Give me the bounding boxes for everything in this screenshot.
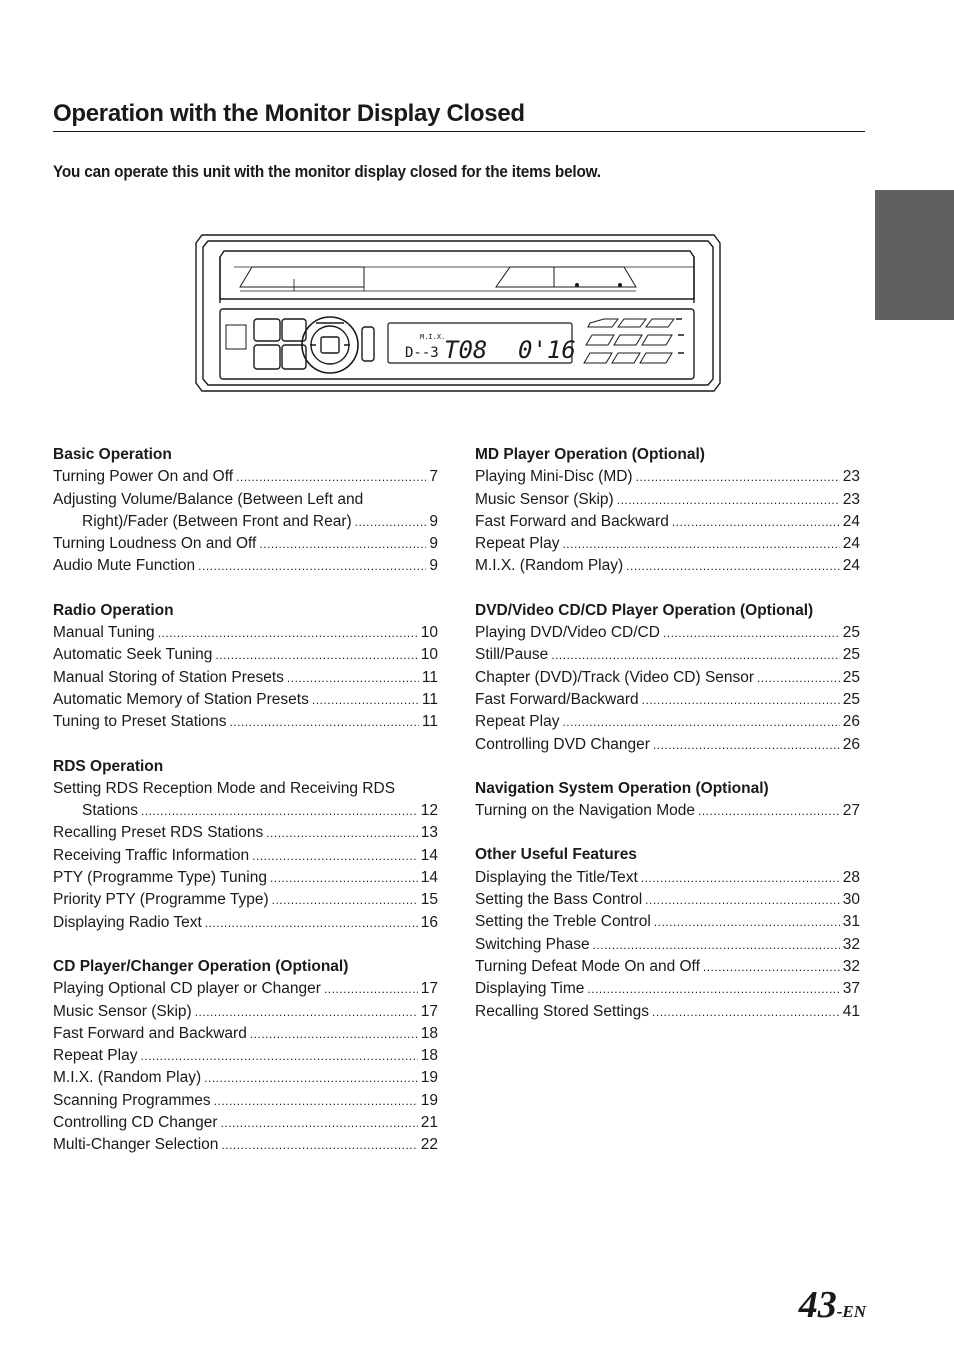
- toc-entry: [475, 555, 860, 577]
- toc-entry: [53, 1045, 438, 1067]
- dot-leader: [252, 845, 418, 867]
- toc-entry-title: Playing DVD/Video CD/CD: [475, 624, 660, 642]
- toc-entry-title: Fast Forward and Backward: [53, 1024, 247, 1042]
- toc-entry-page: 27: [842, 802, 860, 820]
- toc-entry: [475, 533, 860, 555]
- toc-entry-title: Recalling Stored Settings: [475, 1002, 650, 1020]
- toc-entry-title: Music Sensor (Skip): [475, 490, 614, 508]
- toc-entry-page: 25: [842, 668, 860, 686]
- dot-leader: [324, 978, 418, 1000]
- toc-entry: [475, 689, 860, 711]
- toc-entry-page: 10: [420, 624, 438, 642]
- toc-entry-title: Turning Defeat Mode On and Off: [475, 957, 700, 975]
- toc-entry-title: Setting the Treble Control: [475, 913, 651, 931]
- toc-entry: [475, 800, 860, 822]
- toc-entry: [53, 889, 438, 911]
- toc-entry-page: 25: [842, 646, 860, 664]
- dot-leader: [757, 667, 840, 689]
- toc-entry: [475, 1001, 860, 1023]
- toc-entry-page: 25: [842, 624, 860, 642]
- dot-leader: [204, 1067, 418, 1089]
- toc-entry-page: 10: [420, 646, 438, 664]
- toc-entry-title: Repeat Play: [475, 535, 560, 553]
- dot-leader: [636, 466, 840, 488]
- toc-entry-title: Repeat Play: [475, 713, 560, 731]
- dot-leader: [355, 511, 427, 533]
- dot-leader: [195, 1001, 418, 1023]
- toc-entry: [475, 734, 860, 756]
- dot-leader: [259, 533, 426, 555]
- toc-entry-title: Playing Mini-Disc (MD): [475, 468, 633, 486]
- toc-entry-title: M.I.X. (Random Play): [475, 557, 624, 575]
- toc-entry-title: Receiving Traffic Information: [53, 846, 250, 864]
- dot-leader: [641, 867, 840, 889]
- dot-leader: [229, 711, 418, 733]
- toc-section: [53, 956, 438, 1157]
- toc-entry-first-line: Adjusting Volume/Balance (Between Left and: [53, 490, 364, 508]
- dot-leader: [215, 644, 417, 666]
- toc-entry-title: Scanning Programmes: [53, 1091, 211, 1109]
- dot-leader: [654, 911, 840, 933]
- toc-entry: [475, 711, 860, 733]
- toc-section: [53, 444, 438, 578]
- dot-leader: [221, 1134, 417, 1156]
- toc-entry-title: Priority PTY (Programme Type): [53, 891, 269, 909]
- toc-entry: [53, 1112, 438, 1134]
- toc-entry: [53, 622, 438, 644]
- toc-entry-title: Repeat Play: [53, 1047, 138, 1065]
- toc-entry-title: Fast Forward and Backward: [475, 512, 669, 530]
- toc-entry-title: Displaying Time: [475, 980, 585, 998]
- dot-leader: [141, 800, 418, 822]
- toc-entry-title: Controlling DVD Changer: [475, 735, 650, 753]
- toc-entry-title: Stations: [82, 802, 139, 820]
- toc-entry-page: 11: [421, 668, 438, 686]
- dot-leader: [562, 533, 839, 555]
- toc-entry-title: Controlling CD Changer: [53, 1114, 218, 1132]
- toc-section: [475, 600, 860, 756]
- dot-leader: [205, 912, 418, 934]
- toc-entry: [53, 555, 438, 577]
- toc-entry: [53, 912, 438, 934]
- dot-leader: [312, 689, 419, 711]
- head-unit-illustration: [194, 233, 722, 393]
- toc-entry: [53, 644, 438, 666]
- toc-entry-page: 30: [842, 891, 860, 909]
- dot-leader: [652, 1001, 840, 1023]
- dot-leader: [140, 1045, 417, 1067]
- toc-entry-page: 21: [420, 1114, 438, 1132]
- toc-entry: [475, 511, 860, 533]
- toc-entry-title: Fast Forward/Backward: [475, 690, 639, 708]
- toc-entry: [53, 466, 438, 488]
- lcd-mix-indicator: M.I.X.: [420, 333, 446, 341]
- toc-entry-page: 9: [429, 557, 438, 575]
- toc-entry-page: 26: [842, 713, 860, 731]
- dot-leader: [587, 978, 839, 1000]
- toc-entry: [475, 489, 860, 511]
- toc-entry: [475, 644, 860, 666]
- toc-entry-page: 19: [420, 1069, 438, 1087]
- toc-entry-title: Playing Optional CD player or Changer: [53, 980, 321, 998]
- toc-entry-page: 41: [842, 1002, 860, 1020]
- toc-entry: [475, 622, 860, 644]
- toc-entry-page: 32: [842, 935, 860, 953]
- toc-left-column: [53, 444, 438, 1179]
- toc-entry-title: Recalling Preset RDS Stations: [53, 824, 264, 842]
- toc-entry-page: 19: [420, 1091, 438, 1109]
- toc-entry-page: 32: [842, 957, 860, 975]
- page-subtitle: You can operate this unit with the monitor display closed for the items below.: [53, 162, 601, 181]
- toc-entry: [53, 689, 438, 711]
- toc-entry: [53, 978, 438, 1000]
- dot-leader: [221, 1112, 418, 1134]
- toc-entry-page: 24: [842, 535, 860, 553]
- toc-entry-title: Multi-Changer Selection: [53, 1136, 219, 1154]
- toc-section: [475, 444, 860, 578]
- page-title: Operation with the Monitor Display Closed: [53, 100, 865, 132]
- toc-entry-page: 26: [842, 735, 860, 753]
- toc-entry-title: Audio Mute Function: [53, 557, 196, 575]
- dot-leader: [562, 711, 839, 733]
- toc-entry-title: Chapter (DVD)/Track (Video CD) Sensor: [475, 668, 755, 686]
- toc-entry: [53, 845, 438, 867]
- toc-entry: [475, 911, 860, 933]
- toc-entry-title: Automatic Seek Tuning: [53, 646, 213, 664]
- toc-entry-page: 37: [842, 980, 860, 998]
- toc-entry: [475, 934, 860, 956]
- toc-entry-page: 23: [842, 490, 860, 508]
- toc-entry-page: 23: [842, 468, 860, 486]
- dot-leader: [663, 622, 840, 644]
- toc-section: [53, 756, 438, 934]
- toc-entry-page: 11: [421, 690, 438, 708]
- toc-right-column: [475, 444, 860, 1045]
- toc-entry-page: 14: [420, 869, 438, 887]
- toc-section-heading: MD Player Operation (Optional): [475, 446, 705, 463]
- toc-entry-title: M.I.X. (Random Play): [53, 1069, 202, 1087]
- toc-entry-title: Manual Storing of Station Presets: [53, 668, 284, 686]
- toc-entry-title: Turning Loudness On and Off: [53, 535, 257, 553]
- toc-entry-page: 17: [420, 1002, 438, 1020]
- toc-entry-title: Switching Phase: [475, 935, 590, 953]
- dot-leader: [198, 555, 426, 577]
- toc-entry: [53, 867, 438, 889]
- dot-leader: [672, 511, 840, 533]
- toc-entry-page: 28: [842, 868, 860, 886]
- toc-entry-page: 31: [842, 913, 860, 931]
- toc-entry-page: 24: [842, 512, 860, 530]
- toc-entry-page: 15: [420, 891, 438, 909]
- toc-entry: [475, 867, 860, 889]
- toc-entry: [53, 1001, 438, 1023]
- lcd-track-number: T08: [444, 336, 488, 364]
- toc-entry: [475, 466, 860, 488]
- toc-entry: [53, 1067, 438, 1089]
- toc-entry-title: Turning on the Navigation Mode: [475, 802, 696, 820]
- toc-entry: [53, 1134, 438, 1156]
- dot-leader: [593, 934, 840, 956]
- dot-leader: [617, 489, 840, 511]
- toc-entry-page: 9: [429, 512, 438, 530]
- toc-entry-title: Tuning to Preset Stations: [53, 713, 227, 731]
- toc-entry-title: Music Sensor (Skip): [53, 1002, 192, 1020]
- toc-entry: [53, 711, 438, 733]
- toc-entry: [53, 1023, 438, 1045]
- toc-entry: [53, 511, 438, 533]
- toc-entry-title: Right)/Fader (Between Front and Rear): [82, 512, 352, 530]
- toc-entry-title: Still/Pause: [475, 646, 549, 664]
- toc-entry-page: 17: [420, 980, 438, 998]
- dot-leader: [703, 956, 840, 978]
- dot-leader: [287, 667, 419, 689]
- toc-entry-page: 9: [429, 535, 438, 553]
- toc-entry: [53, 533, 438, 555]
- toc-entry-page: 7: [429, 468, 438, 486]
- toc-section-heading: RDS Operation: [53, 757, 164, 775]
- dot-leader: [698, 800, 840, 822]
- toc-section-heading: DVD/Video CD/CD Player Operation (Optional): [475, 601, 814, 619]
- toc-entry-page: 13: [420, 824, 438, 842]
- toc-entry-page: 16: [420, 913, 438, 931]
- toc-section-heading: Other Useful Features: [475, 846, 637, 864]
- toc-entry: [475, 956, 860, 978]
- dot-leader: [270, 867, 418, 889]
- dot-leader: [214, 1090, 418, 1112]
- toc-entry: [53, 822, 438, 844]
- toc-entry-page: 24: [842, 557, 860, 575]
- toc-entry-page: 12: [420, 802, 438, 820]
- toc-entry-page: 18: [420, 1024, 438, 1042]
- dot-leader: [236, 466, 426, 488]
- page-number: 43-EN: [798, 1284, 866, 1326]
- toc-section: [53, 600, 438, 734]
- toc-entry-page: 14: [420, 846, 438, 864]
- toc-entry-title: Displaying the Title/Text: [475, 868, 638, 886]
- toc-section: [475, 778, 860, 823]
- toc-entry-title: Turning Power On and Off: [53, 468, 234, 486]
- dot-leader: [642, 689, 840, 711]
- toc-entry: [475, 667, 860, 689]
- toc-entry-title: Automatic Memory of Station Presets: [53, 690, 309, 708]
- toc-entry: [475, 889, 860, 911]
- dot-leader: [645, 889, 840, 911]
- toc-entry: [53, 800, 438, 822]
- toc-section-heading: Basic Operation: [53, 446, 172, 463]
- toc-section: [475, 844, 860, 1022]
- toc-entry-page: 22: [420, 1136, 438, 1154]
- toc-entry-page: 18: [420, 1047, 438, 1065]
- toc-section-heading: Navigation System Operation (Optional): [475, 779, 769, 797]
- toc-entry-title: Manual Tuning: [53, 624, 155, 642]
- toc-section-heading: CD Player/Changer Operation (Optional): [53, 957, 349, 975]
- dot-leader: [626, 555, 840, 577]
- toc-entry-page: 25: [842, 690, 860, 708]
- dot-leader: [551, 644, 840, 666]
- toc-entry-page: 11: [421, 713, 438, 731]
- dot-leader: [158, 622, 418, 644]
- section-tab: [875, 190, 954, 320]
- dot-leader: [250, 1023, 418, 1045]
- lcd-disc-number: D--3: [405, 345, 439, 361]
- toc-entry: [475, 978, 860, 1000]
- toc-entry: [53, 1090, 438, 1112]
- toc-entry: [53, 667, 438, 689]
- dot-leader: [653, 734, 840, 756]
- toc-entry-title: Displaying Radio Text: [53, 913, 202, 931]
- dot-leader: [272, 889, 418, 911]
- toc-entry-title: PTY (Programme Type) Tuning: [53, 869, 267, 887]
- dot-leader: [266, 822, 418, 844]
- toc-section-heading: Radio Operation: [53, 601, 174, 619]
- lcd-elapsed-time: 0'16: [518, 336, 576, 364]
- toc-entry-title: Setting the Bass Control: [475, 891, 643, 909]
- toc-entry-first-line: Setting RDS Reception Mode and Receiving RDS: [53, 779, 396, 797]
